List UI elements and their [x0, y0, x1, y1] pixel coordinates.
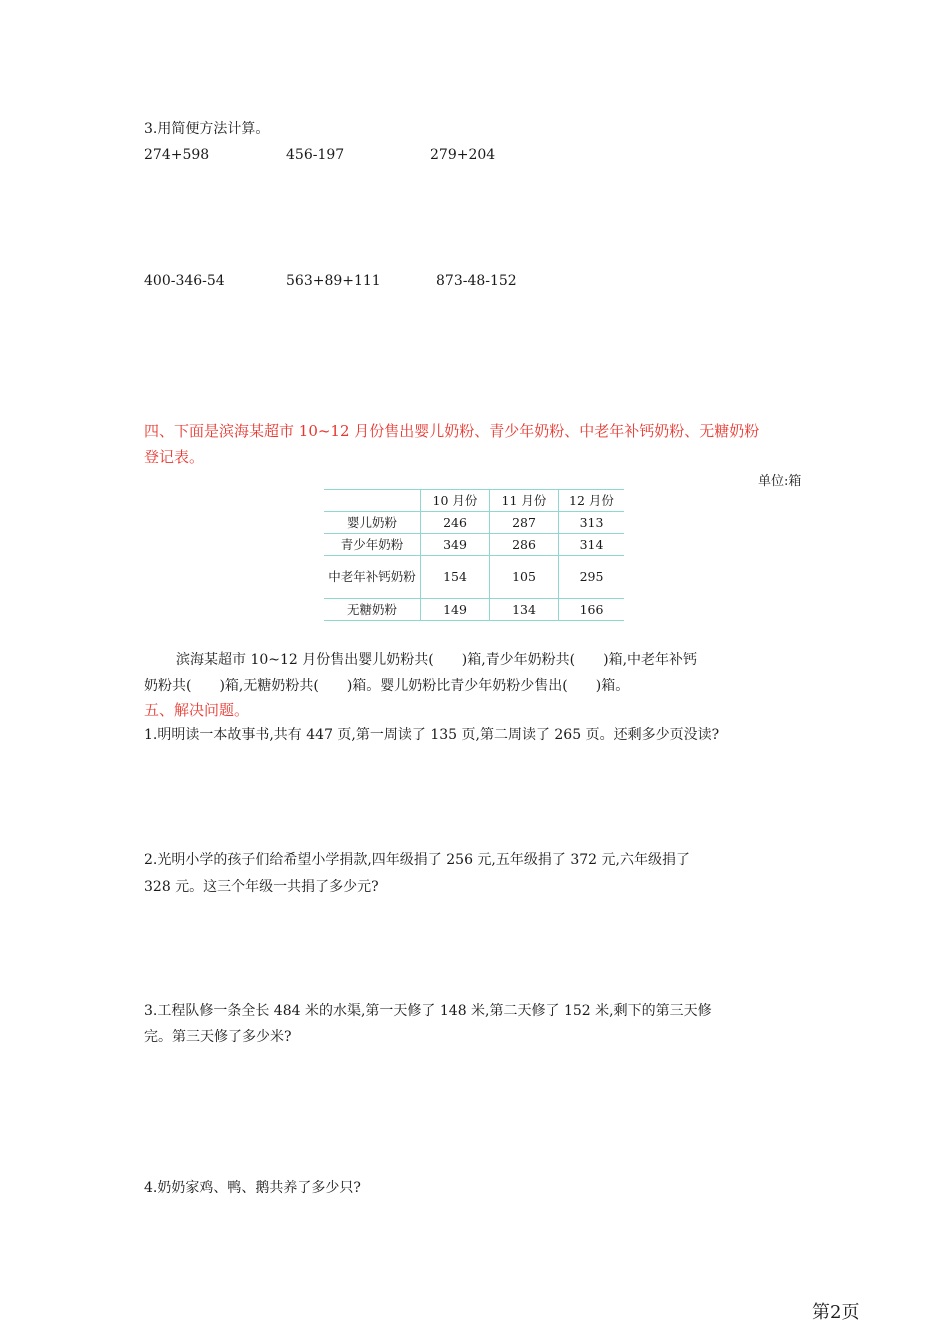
table-unit: 单位:箱	[758, 474, 802, 489]
question-2-line2: 328 元。这三个年级一共捐了多少元?	[144, 879, 379, 895]
table-header-cell: 12 月份	[559, 490, 625, 512]
calc-expression: 279+204	[430, 147, 496, 163]
question-3-line2: 完。第三天修了多少米?	[144, 1029, 292, 1045]
table-row-label: 中老年补钙奶粉	[324, 556, 421, 599]
calc-expression: 873-48-152	[436, 273, 517, 289]
calc-expression: 563+89+111	[286, 273, 381, 289]
question-1: 1.明明读一本故事书,共有 447 页,第一周读了 135 页,第二周读了 265 页。还剩多少页没读?	[144, 727, 720, 743]
table-cell: 286	[490, 534, 559, 556]
fill-text: 奶粉共(	[144, 678, 192, 694]
table-cell: 295	[559, 556, 625, 599]
table-header-row	[324, 490, 624, 512]
fill-blank-line1	[176, 650, 697, 670]
page-number: 第2页	[812, 1302, 860, 1323]
fill-text: )箱,无糖奶粉共(	[219, 678, 319, 694]
table-header-cell	[324, 490, 421, 512]
question-3-line1: 3.工程队修一条全长 484 米的水渠,第一天修了 148 米,第二天修了 152 米,剩下的第三天修	[144, 1003, 712, 1019]
table-cell: 105	[490, 556, 559, 599]
fill-text: 滨海某超市 10~12 月份售出婴儿奶粉共(	[176, 652, 434, 668]
fill-blank-line2	[144, 676, 629, 696]
table-cell: 166	[559, 599, 625, 621]
section3-title: 3.用简便方法计算。	[144, 121, 270, 137]
calc-expression: 456-197	[286, 147, 345, 163]
table-row	[324, 512, 624, 534]
table-header-cell: 11 月份	[490, 490, 559, 512]
section4-heading-line2: 登记表。	[144, 448, 205, 466]
table-cell: 349	[421, 534, 490, 556]
table-row-label: 婴儿奶粉	[324, 512, 421, 534]
table-cell: 134	[490, 599, 559, 621]
table-cell: 287	[490, 512, 559, 534]
fill-text: )箱。	[595, 678, 630, 694]
calc-expression: 400-346-54	[144, 273, 225, 289]
section4-heading-line1: 四、下面是滨海某超市 10~12 月份售出婴儿奶粉、青少年奶粉、中老年补钙奶粉、无糖奶粉	[144, 422, 760, 440]
table-cell: 246	[421, 512, 490, 534]
table-row-label: 无糖奶粉	[324, 599, 421, 621]
table-cell: 154	[421, 556, 490, 599]
fill-text: )箱。婴儿奶粉比青少年奶粉少售出(	[346, 678, 568, 694]
section5-heading: 五、解决问题。	[144, 701, 250, 719]
table-row-label: 青少年奶粉	[324, 534, 421, 556]
table-cell: 314	[559, 534, 625, 556]
table-cell: 313	[559, 512, 625, 534]
calc-expression: 274+598	[144, 147, 210, 163]
sales-table	[324, 489, 624, 621]
question-2-line1: 2.光明小学的孩子们给希望小学捐款,四年级捐了 256 元,五年级捐了 372 元,六年级捐了	[144, 852, 690, 868]
table-row	[324, 534, 624, 556]
table-row	[324, 599, 624, 621]
table-header-cell: 10 月份	[421, 490, 490, 512]
table-cell: 149	[421, 599, 490, 621]
table-row	[324, 556, 624, 599]
fill-text: )箱,青少年奶粉共(	[461, 652, 576, 668]
question-4: 4.奶奶家鸡、鸭、鹅共养了多少只?	[144, 1180, 361, 1196]
fill-text: )箱,中老年补钙	[603, 652, 698, 668]
